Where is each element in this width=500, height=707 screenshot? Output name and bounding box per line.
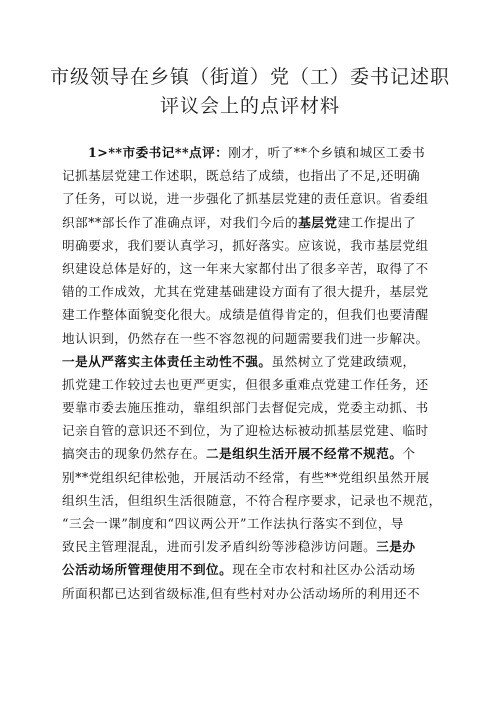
text-segment: 个 (402, 446, 416, 462)
body-line (62, 373, 454, 396)
body-line (62, 489, 454, 512)
text-segment: 刚才，听了**个乡镇和城区工委书 (228, 145, 426, 160)
body-line (62, 257, 454, 280)
text-segment: 建工作提出了 (337, 214, 417, 230)
body-line (62, 535, 454, 558)
body-line (62, 442, 454, 465)
body-line (62, 280, 454, 303)
text-segment: 错的工作成效，尤其在党建基础建设方面有了很大提升，基层党 (62, 284, 429, 300)
text-segment: 组织生活，但组织生活很随意，不符合程序要求，记录也不规范， (62, 492, 442, 508)
text-segment: 搞突击的现象仍然存在。 (62, 446, 207, 462)
text-segment: “三会一课”制度和“四议两公开”工作法执行落实不到位，导 (62, 516, 405, 531)
bold-text-segment: 三是办 (376, 539, 416, 555)
body-line (62, 466, 454, 489)
body-line (62, 303, 454, 326)
body-line (62, 396, 454, 419)
body-line (62, 164, 454, 187)
text-segment: 记亲自管的意识还不到位，为了迎检达标被动抓基层党建、临时 (62, 423, 429, 439)
body-line (62, 512, 454, 535)
text-segment: 别**党组织纪律松弛，开展活动不经常，有些**党组织虽然开展 (62, 469, 430, 485)
text-segment: 记抓基层党建工作述职，既总结了成绩，也指出了不足,还明确 (62, 168, 421, 184)
document-body (62, 141, 454, 605)
body-line (62, 187, 454, 210)
text-segment: 所面积都已达到省级标准,但有些村对办公活动场所的利用还不 (62, 585, 421, 601)
text-segment: 织建设总体是好的，这一年来大家都付出了很多辛苦，取得了不 (62, 260, 429, 276)
text-segment: 明确要求，我们要认真学习，抓好落实。应该说，我市基层党组 (62, 237, 429, 253)
text-segment: 地认识到，仍然存在一些不容忽视的问题需要我们进一步解决。 (62, 330, 429, 346)
document-title-line-2: 评议会上的点评材料 (159, 95, 340, 117)
bold-text-segment: 1>**市委书记**点评： (88, 145, 229, 160)
bold-text-segment: 公活动场所管理使用不到位。 (62, 562, 233, 578)
text-segment: 抓党建工作较过去也更严更实，但很多重难点党建工作任务，还 (62, 376, 429, 392)
text-segment: 建工作整体面貌变化很大。成绩是值得肯定的，但我们也要清醒 (62, 307, 429, 323)
body-line (62, 350, 454, 373)
bold-text-segment: 基层党 (298, 214, 338, 230)
body-line (62, 582, 454, 605)
text-segment: 织部**部长作了准确点评，对我们今后的 (62, 214, 299, 230)
text-segment: 现在全市农村和社区办公活动场 (232, 562, 416, 578)
bold-text-segment: 二是组织生活开展不经常不规范。 (206, 446, 403, 462)
bold-text-segment: 一是从严落实主体责任主动性不强。 (62, 353, 272, 369)
text-segment: 要靠市委去施压推动，靠组织部门去督促完成，党委主动抓、书 (62, 400, 429, 416)
text-segment: 致民主管理混乱，进而引发矛盾纠纷等涉稳涉访问题。 (62, 539, 377, 555)
text-segment: 了任务，可以说，进一步强化了抓基层党建的责任意识。省委组 (62, 191, 429, 207)
body-line (62, 558, 454, 581)
body-line (62, 234, 454, 257)
body-line (62, 419, 454, 442)
body-line (62, 327, 454, 350)
document-title-line-1: 市级领导在乡镇（街道）党（工）委书记述职 (49, 66, 450, 88)
body-line (62, 141, 454, 164)
body-line (62, 211, 454, 234)
text-segment: 虽然树立了党建政绩观， (271, 353, 416, 369)
